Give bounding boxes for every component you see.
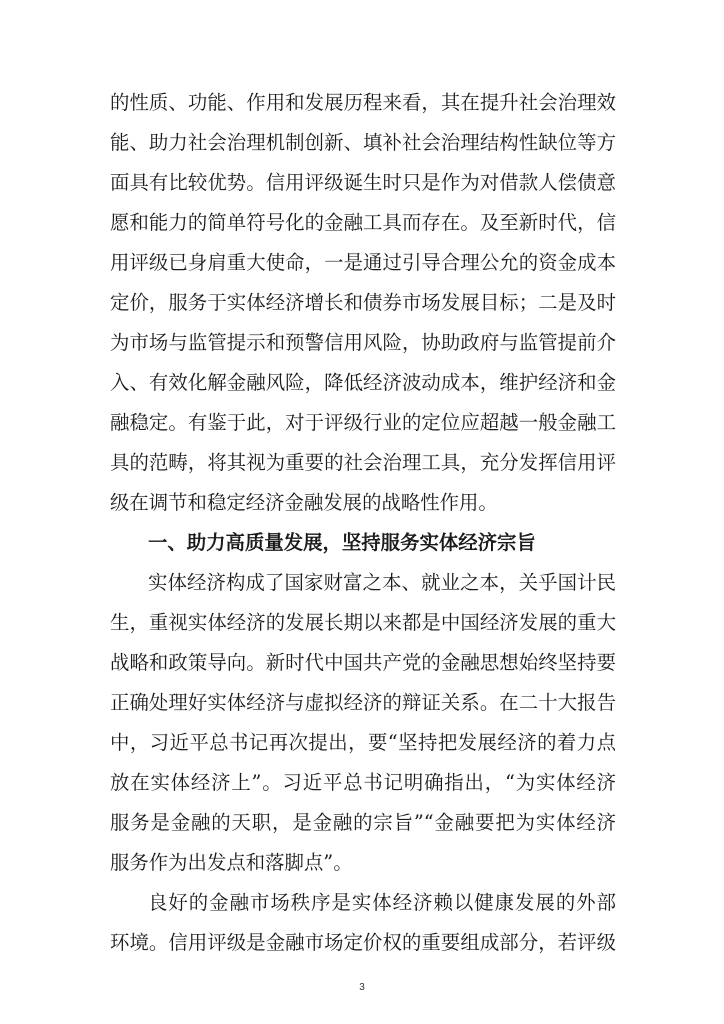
paragraph-line: 融稳定。有鉴于此，对于评级行业的定位应超越一般金融工 xyxy=(110,411,616,434)
paragraph-line: 服务作为出发点和落脚点”。 xyxy=(110,851,353,874)
section-heading: 一、助力高质量发展，坚持服务实体经济宗旨 xyxy=(148,531,536,554)
paragraph-line: 具的范畴，将其视为重要的社会治理工具，充分发挥信用评 xyxy=(110,451,616,474)
page-number: 3 xyxy=(359,982,365,993)
paragraph-line: 放在实体经济上”。习近平总书记明确指出，“为实体经济 xyxy=(110,771,616,794)
paragraph-line: 战略和政策导向。新时代中国共产党的金融思想始终坚持要 xyxy=(110,651,616,674)
paragraph-line: 为市场与监管提示和预警信用风险，协助政府与监管提前介 xyxy=(110,331,616,354)
paragraph-line: 用评级已身肩重大使命，一是通过引导合理公允的资金成本 xyxy=(110,251,616,274)
paragraph-line: 愿和能力的简单符号化的金融工具而存在。及至新时代，信 xyxy=(110,211,616,234)
paragraph-line: 定价，服务于实体经济增长和债券市场发展目标；二是及时 xyxy=(110,291,616,314)
paragraph-line: 环境。信用评级是金融市场定价权的重要组成部分，若评级 xyxy=(110,931,616,954)
paragraph-line: 的性质、功能、作用和发展历程来看，其在提升社会治理效 xyxy=(110,91,616,114)
paragraph-line: 中，习近平总书记再次提出，要“坚持把发展经济的着力点 xyxy=(110,731,616,754)
paragraph-line: 面具有比较优势。信用评级诞生时只是作为对借款人偿债意 xyxy=(110,171,616,194)
paragraph-line: 能、助力社会治理机制创新、填补社会治理结构性缺位等方 xyxy=(110,131,616,154)
paragraph-line: 服务是金融的天职，是金融的宗旨”“金融要把为实体经济 xyxy=(110,811,616,834)
paragraph-line: 良好的金融市场秩序是实体经济赖以健康发展的外部 xyxy=(148,891,616,914)
paragraph-line: 级在调节和稳定经济金融发展的战略性作用。 xyxy=(110,491,498,514)
paragraph-line: 实体经济构成了国家财富之本、就业之本，关乎国计民 xyxy=(148,571,616,594)
paragraph-line: 生，重视实体经济的发展长期以来都是中国经济发展的重大 xyxy=(110,611,616,634)
paragraph-line: 入、有效化解金融风险，降低经济波动成本，维护经济和金 xyxy=(110,371,616,394)
paragraph-line: 正确处理好实体经济与虚拟经济的辩证关系。在二十大报告 xyxy=(110,691,616,714)
